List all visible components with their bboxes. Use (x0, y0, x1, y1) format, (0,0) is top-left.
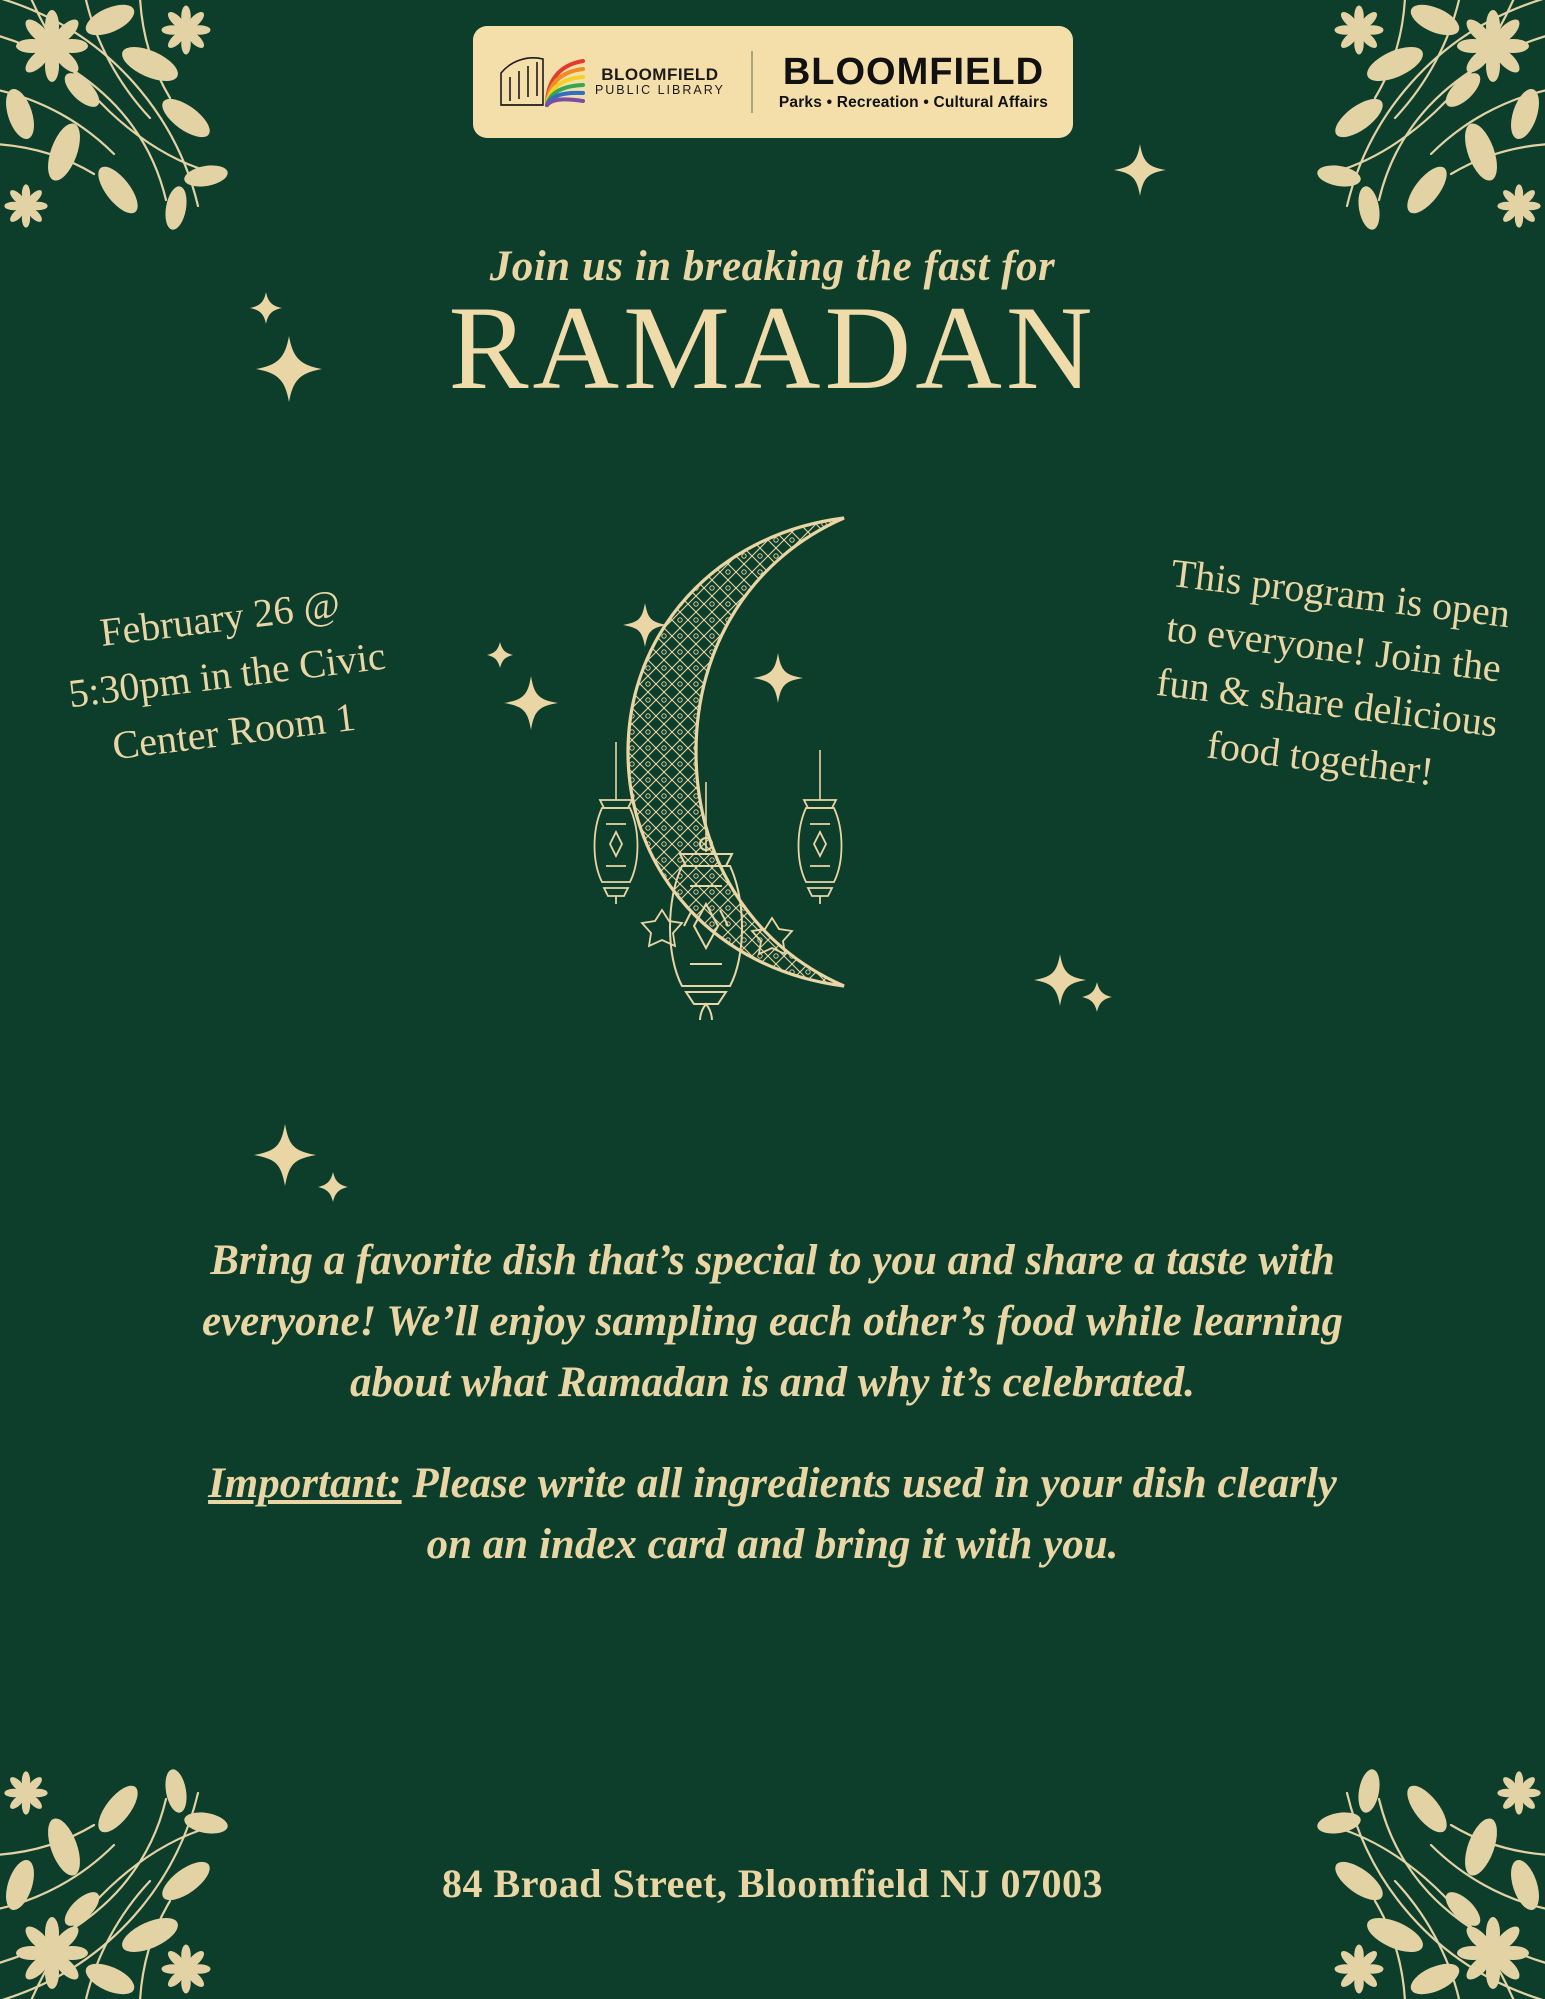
open-book-rainbow-icon (497, 51, 589, 113)
library-logo-text (595, 66, 725, 98)
sparkle-icon (250, 1120, 320, 1190)
sparkle-icon (500, 672, 562, 734)
dept-subtitle: Parks • Recreation • Cultural Affairs (778, 93, 1049, 111)
important-text: Please write all ingredients used in your dish clearly on an index card and bring it with you. (401, 1460, 1337, 1569)
library-name-line1: BLOOMFIELD (601, 65, 719, 85)
dept-name: BLOOMFIELD (782, 50, 1045, 93)
bloomfield-public-library-logo (497, 51, 725, 113)
sparkle-icon (1110, 140, 1170, 200)
important-label: Important: (208, 1460, 402, 1508)
kicker-text: Join us in breaking the fast for (489, 243, 1056, 290)
corner-ornament-bottom-right (1225, 1675, 1545, 1999)
open-to-everyone-note: This program is open to everyone! Join the fun & share delicious food together! (1154, 550, 1513, 794)
library-name-line2: PUBLIC LIBRARY (594, 83, 725, 98)
sparkle-icon (1080, 980, 1114, 1014)
sparkle-icon (1030, 950, 1090, 1010)
corner-ornament-bottom-left (0, 1675, 320, 1999)
body-paragraph-2 (190, 1453, 1355, 1575)
logo-divider (751, 51, 753, 113)
sparkle-icon (316, 1170, 350, 1204)
body-paragraph-1: Bring a favorite dish that’s special to you and share a taste with everyone! We’ll enjoy sampling each other’s food while learning about what Ramadan is and why it’s celebrated. (201, 1237, 1344, 1407)
crescent-moon-icon (558, 500, 988, 1020)
sparkle-icon (485, 640, 515, 670)
footer-address: 84 Broad Street, Bloomfield NJ 07003 (442, 1861, 1103, 1906)
event-date-location: February 26 @ 5:30pm in the Civic Center Room 1 (65, 580, 388, 768)
bloomfield-parks-rec-logo (778, 50, 1049, 111)
body-text (190, 1230, 1355, 1575)
logo-bar (473, 26, 1073, 138)
page-title: RAMADAN (448, 281, 1097, 414)
